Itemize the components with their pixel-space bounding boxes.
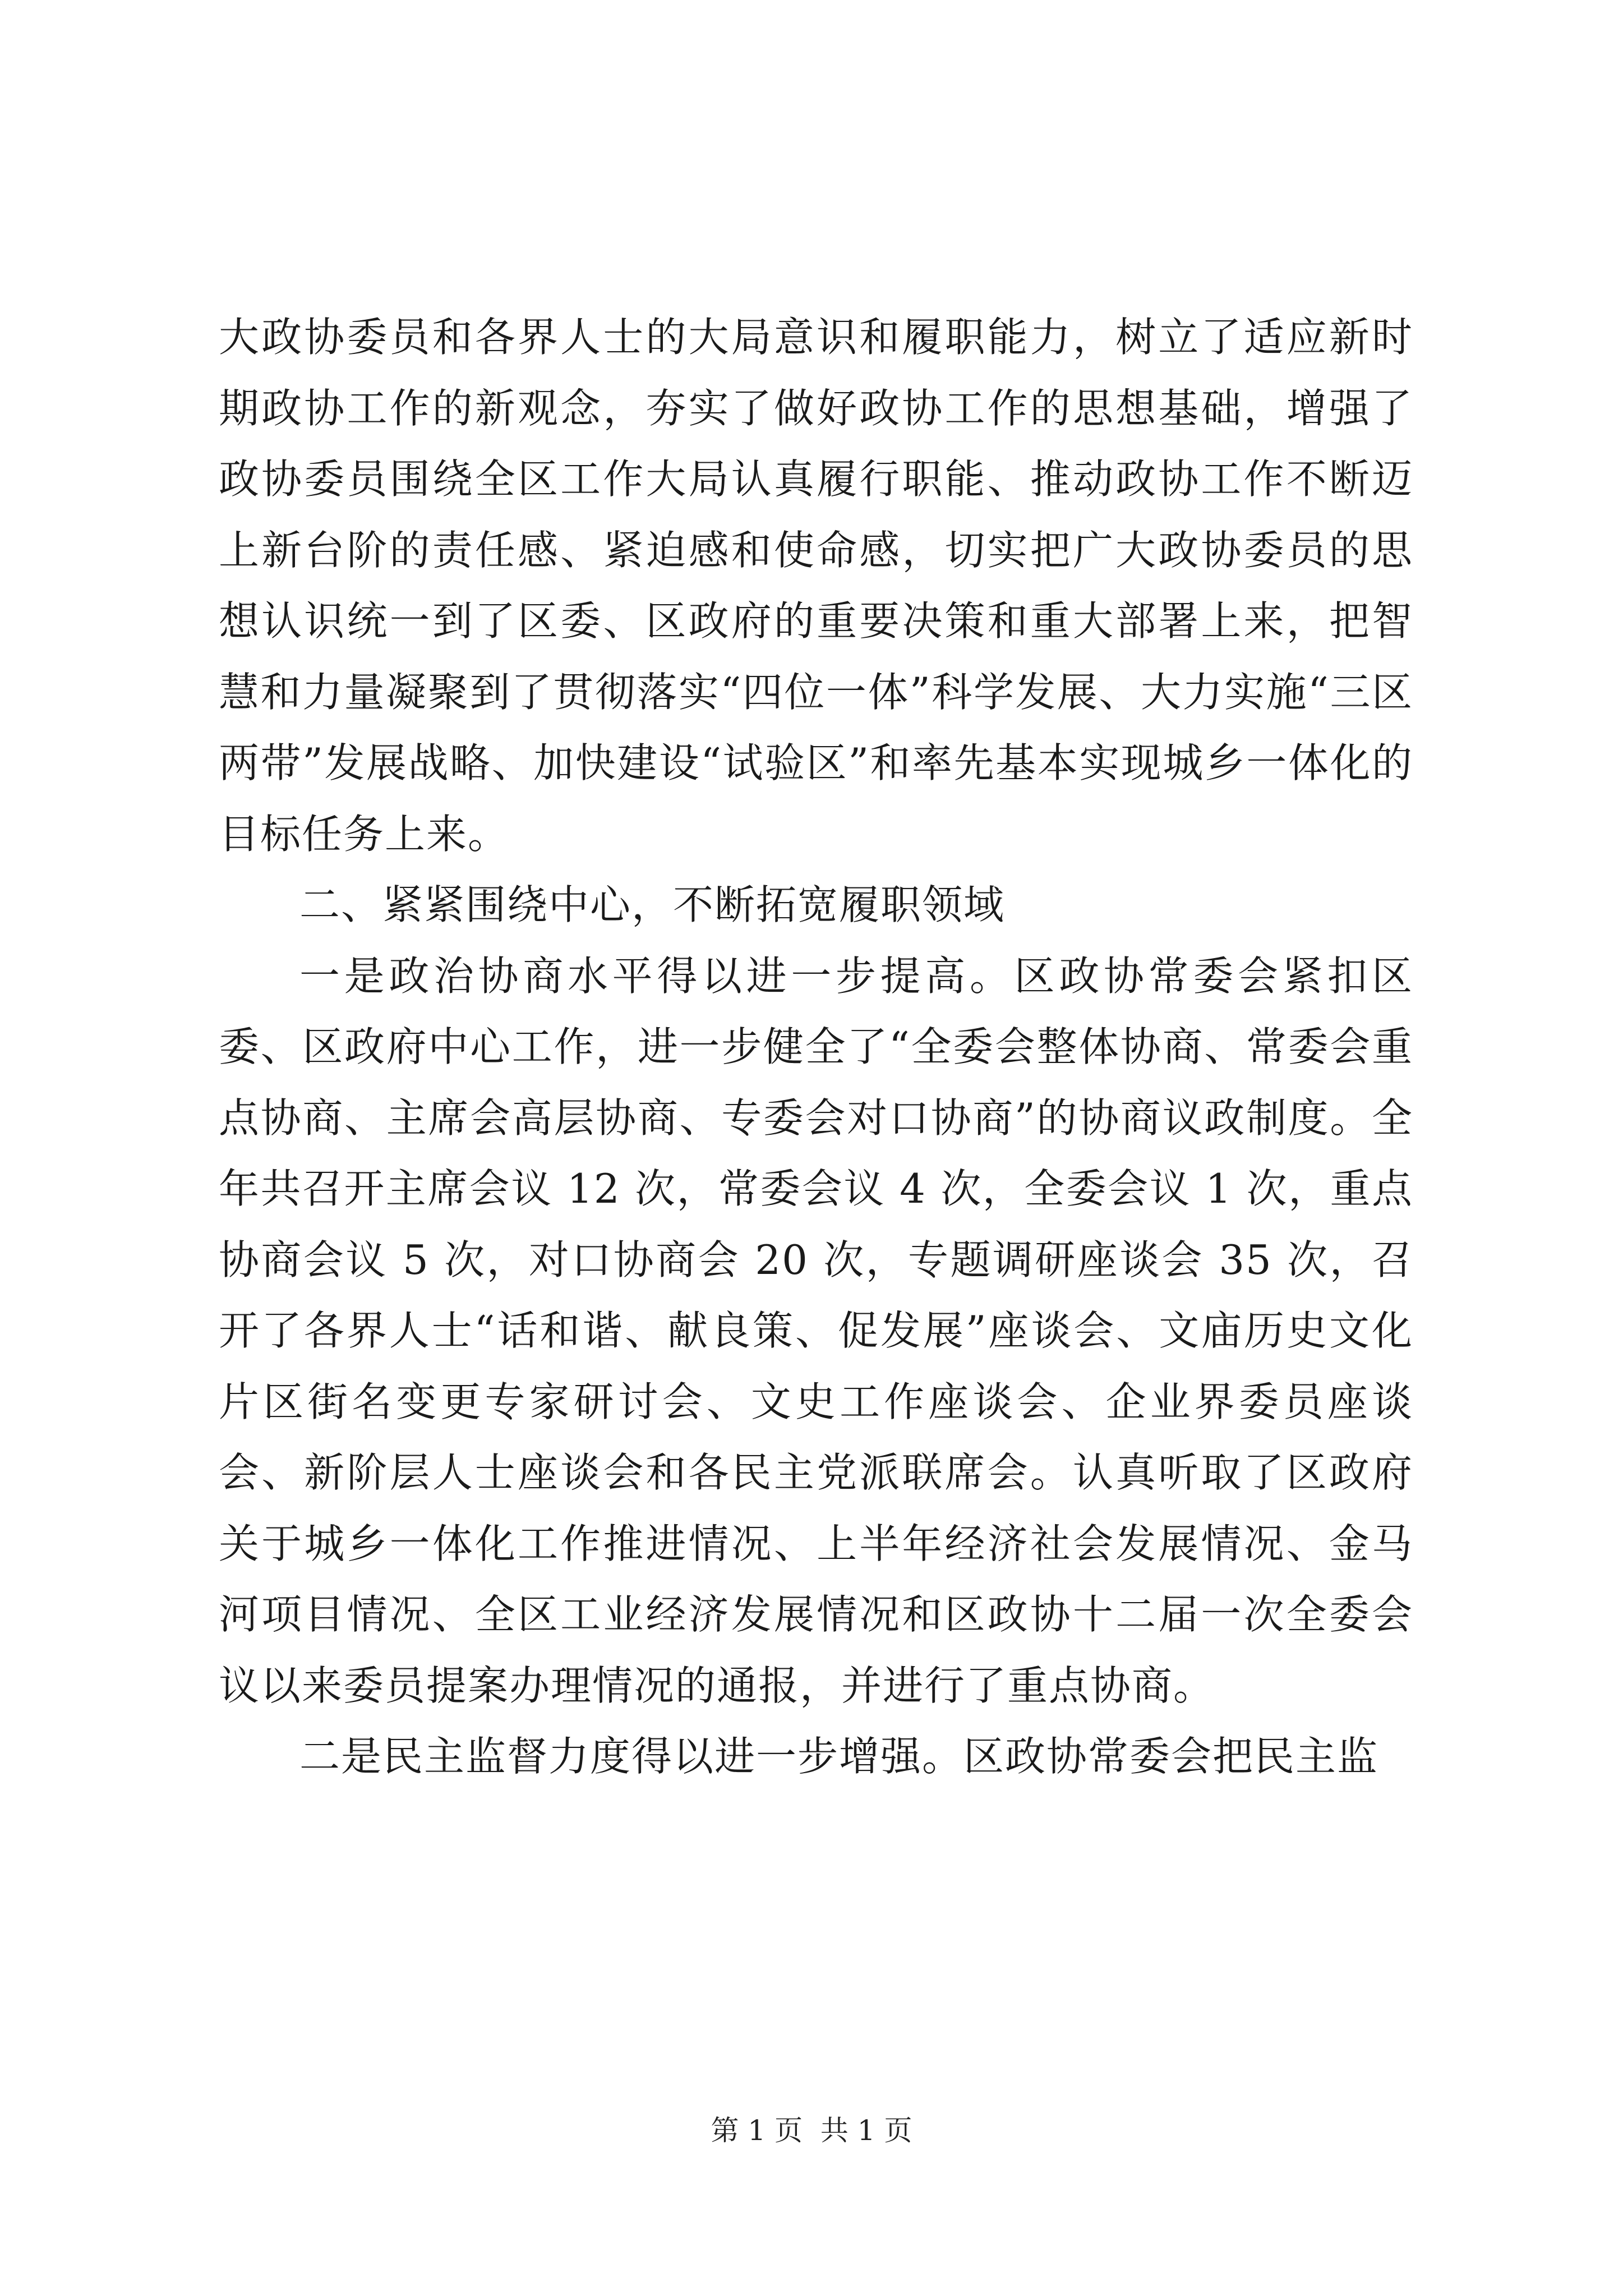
page-number-label: 第 1 页 共 1 页 <box>711 2114 912 2147</box>
document-body <box>219 302 1413 1792</box>
paragraph-political-consultation: 一是政治协商水平得以进一步提高。区政协常委会紧扣区委、区政府中心工作，进一步健全了“全委会整体协商、常委会重点协商、主席会高层协商、专委会对口协商”的协商议政制度。全年共召开主席会议 12 次，常委会议 4 次，全委会议 1 次，重点协商会议 5 次，对口协商会 20 次，专题调研座谈会 35 次，召开了各界人士“话和谐、献良策、促发展”座谈会、文庙历史文化片区街名变更专家研讨会、文史工作座谈会、企业界委员座谈会、新阶层人士座谈会和各民主党派联席会。认真听取了区政府关于城乡一体化工作推进情况、上半年经济社会发展情况、金马河项目情况、全区工业经济发展情况和区政协十二届一次全委会议以来委员提案办理情况的通报，并进行了重点协商。 <box>219 952 1413 1709</box>
paragraph-democratic-supervision: 二是民主监督力度得以进一步增强。区政协常委会把民主监 <box>299 1733 1379 1780</box>
paragraph-continuation: 大政协委员和各界人士的大局意识和履职能力，树立了适应新时期政协工作的新观念，夯实了做好政协工作的思想基础，增强了政协委员围绕全区工作大局认真履行职能、推动政协工作不断迈上新台阶的责任感、紧迫感和使命感，切实把广大政协委员的思想认识统一到了区委、区政府的重要决策和重大部署上来，把智慧和力量凝聚到了贯彻落实“四位一体”科学发展、大力实施“三区两带”发展战略、加快建设“试验区”和率先基本实现城乡一体化的目标任务上来。 <box>219 314 1413 858</box>
section-heading: 二、紧紧围绕中心，不断拓宽履职领域 <box>299 881 1006 928</box>
page-footer <box>0 2114 1623 2147</box>
